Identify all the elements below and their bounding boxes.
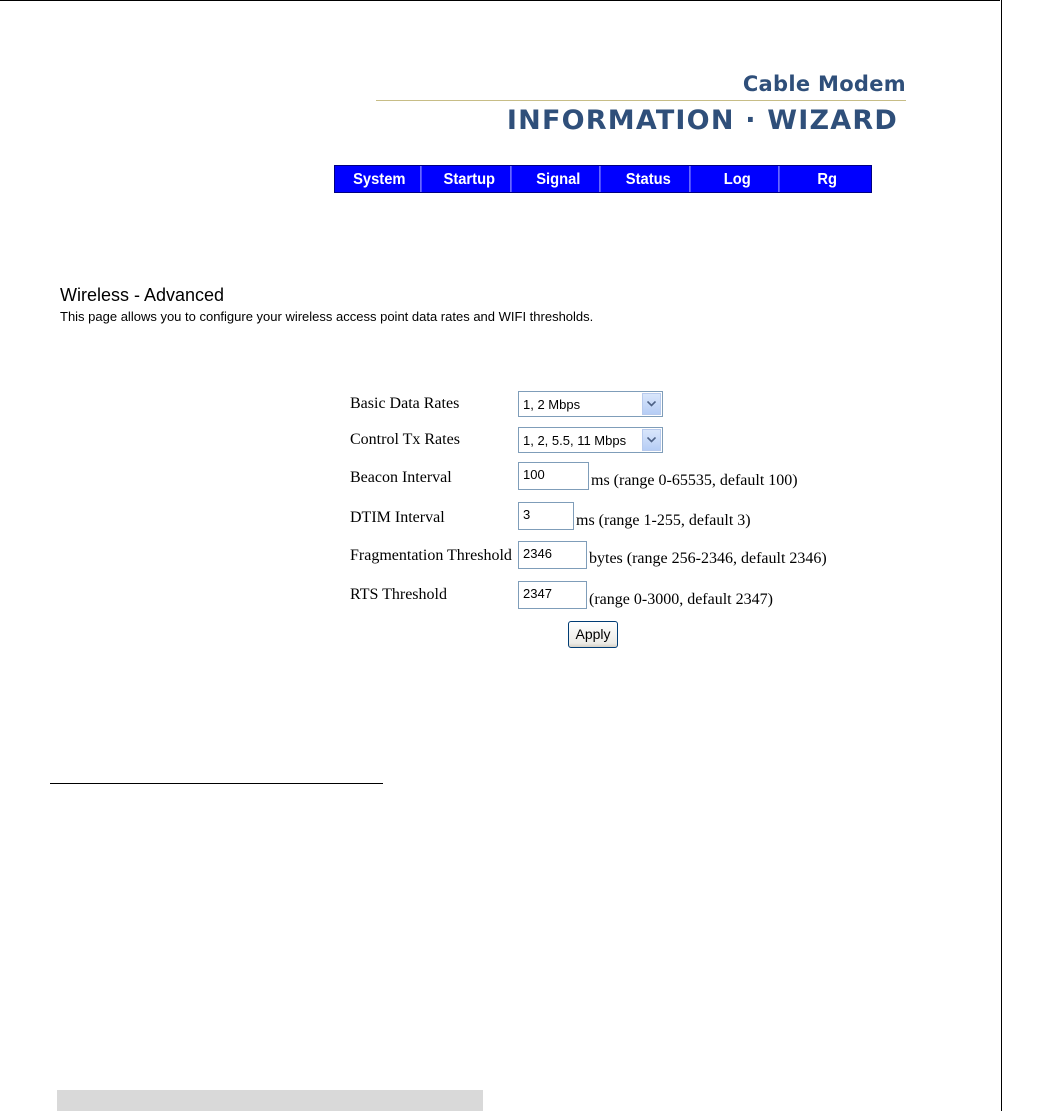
beacon-interval-label: Beacon Interval — [350, 469, 452, 486]
control-tx-rates-label: Control Tx Rates — [350, 431, 460, 448]
control-tx-rates-value: 1, 2, 5.5, 11 Mbps — [523, 433, 627, 448]
rts-threshold-label: RTS Threshold — [350, 586, 447, 603]
beacon-interval-note: ms (range 0-65535, default 100) — [591, 472, 798, 489]
page-title: Wireless - Advanced — [60, 285, 225, 305]
page-description: This page allows you to configure your wireless access point data rates and WIFI thresholds. — [60, 309, 594, 324]
chevron-down-icon[interactable] — [642, 429, 661, 451]
nav-startup[interactable]: Startup — [428, 166, 510, 192]
rts-threshold-note: (range 0-3000, default 2347) — [589, 591, 773, 608]
nav-status[interactable]: Status — [607, 166, 689, 192]
basic-data-rates-select[interactable] — [518, 391, 663, 417]
right-margin-rule — [1001, 0, 1002, 1111]
logo-subtitle: INFORMATION · WIZARD — [506, 105, 898, 136]
dtim-interval-input[interactable]: 3 — [518, 502, 574, 530]
top-rule — [0, 0, 1000, 1]
logo-title: Cable Modem — [742, 72, 906, 96]
section-divider — [50, 783, 383, 784]
nav-signal[interactable]: Signal — [518, 166, 600, 192]
basic-data-rates-value: 1, 2 Mbps — [523, 397, 581, 412]
grey-bar — [57, 1090, 483, 1111]
apply-button[interactable]: Apply — [568, 621, 618, 648]
dtim-interval-note: ms (range 1-255, default 3) — [576, 512, 751, 529]
beacon-interval-input[interactable]: 100 — [518, 462, 589, 490]
nav-system[interactable]: System — [339, 166, 421, 192]
control-tx-rates-select[interactable] — [518, 427, 663, 453]
main-nav — [334, 165, 872, 193]
logo-divider — [376, 100, 906, 101]
fragmentation-threshold-input[interactable]: 2346 — [518, 541, 587, 569]
fragmentation-threshold-note: bytes (range 256-2346, default 2346) — [589, 550, 827, 567]
rts-threshold-input[interactable]: 2347 — [518, 581, 587, 609]
chevron-down-icon[interactable] — [642, 393, 661, 415]
fragmentation-threshold-label: Fragmentation Threshold — [350, 547, 512, 564]
nav-rg[interactable]: Rg — [816, 171, 837, 188]
basic-data-rates-label: Basic Data Rates — [350, 395, 460, 412]
cable-modem-logo — [376, 72, 906, 136]
dtim-interval-label: DTIM Interval — [350, 509, 445, 526]
nav-log[interactable]: Log — [697, 166, 779, 192]
